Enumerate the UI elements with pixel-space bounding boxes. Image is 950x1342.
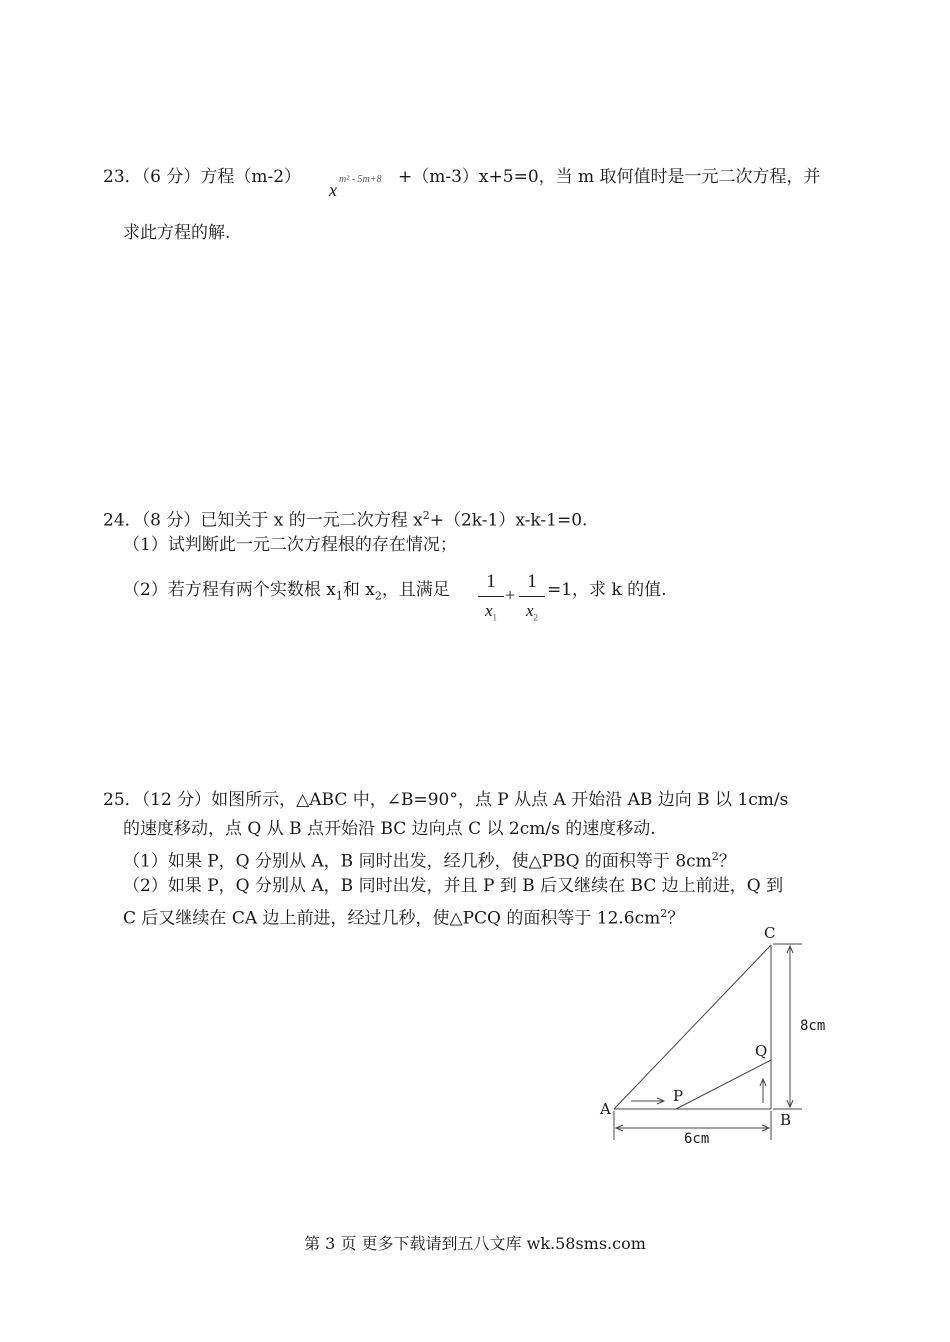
q25-part2-line2-a: C 后又继续在 CA 边上前进，经过几秒，使△PCQ 的面积等于 12.6cm <box>123 908 661 929</box>
q25-line2: 的速度移动，点 Q 从 B 点开始沿 BC 边向点 C 以 2cm/s 的速度移动. <box>123 819 656 839</box>
page-footer: 第 3 页 更多下载请到五八文库 wk.58sms.com <box>304 1234 646 1253</box>
label-a: A <box>600 1100 611 1118</box>
q25-line1: 25．（12 分）如图所示，△ABC 中，∠B=90°，点 P 从点 A 开始沿 AB 边向 B 以 1cm/s <box>103 790 789 810</box>
q23-line1-b: +（m-3）x+5=0，当 m 取何值时是一元二次方程，并 <box>398 167 821 187</box>
segment-pq <box>676 1060 771 1109</box>
q25-part2-sup: 2 <box>660 907 668 920</box>
dim-horizontal-label: 6cm <box>684 1131 710 1147</box>
q25-part1-sup: 2 <box>711 850 719 863</box>
q25-part1-b: ？ <box>718 851 736 872</box>
q23-line1-a: 23．（6 分）方程（m-2） <box>103 167 302 187</box>
fraction-1-denominator: $x_1$ <box>484 601 498 623</box>
q24-line1-b: +（2k-1）x-k-1=0. <box>429 510 588 531</box>
dim-vertical-label: 8cm <box>800 1018 826 1034</box>
q25-part2-line2-b: ？ <box>667 908 685 929</box>
q24-line1-a: 24．（8 分）已知关于 x 的一元二次方程 x <box>103 510 423 531</box>
q24-part2-d: =1，求 k 的值. <box>547 580 667 600</box>
q24-part2-a: （2）若方程有两个实数根 x <box>123 580 336 600</box>
q25-part1-a: （1）如果 P，Q 分别从 A，B 同时出发，经几秒，使△PBQ 的面积等于 8cm <box>123 851 712 872</box>
q25-part2-line1: （2）如果 P，Q 分别从 A，B 同时出发，并且 P 到 B 后又继续在 BC 边上前进，Q 到 <box>123 876 784 896</box>
fraction-1-numerator: 1 <box>486 571 496 592</box>
q24-sub2: 2 <box>374 589 382 603</box>
q24-line1-sup: 2 <box>422 509 430 522</box>
label-b: B <box>780 1111 792 1129</box>
fraction-plus: + <box>505 585 516 605</box>
label-c: C <box>764 924 776 942</box>
q23-exponent: m² - 5m+8 <box>339 174 382 185</box>
label-q: Q <box>755 1042 768 1060</box>
fraction-2-numerator: 1 <box>527 571 537 592</box>
q24-part1: （1）试判断此一元二次方程根的存在情况； <box>123 535 457 555</box>
q23-exp-base: x <box>329 180 337 200</box>
label-p: P <box>673 1087 684 1105</box>
q23-line2: 求此方程的解. <box>123 223 231 243</box>
q24-sub1: 1 <box>335 589 343 603</box>
q24-part2-c: ，且满足 <box>381 580 450 600</box>
q24-part2-b: 和 x <box>342 580 375 600</box>
side-ac <box>614 945 771 1109</box>
fraction-2-denominator: $x_2$ <box>525 601 539 623</box>
